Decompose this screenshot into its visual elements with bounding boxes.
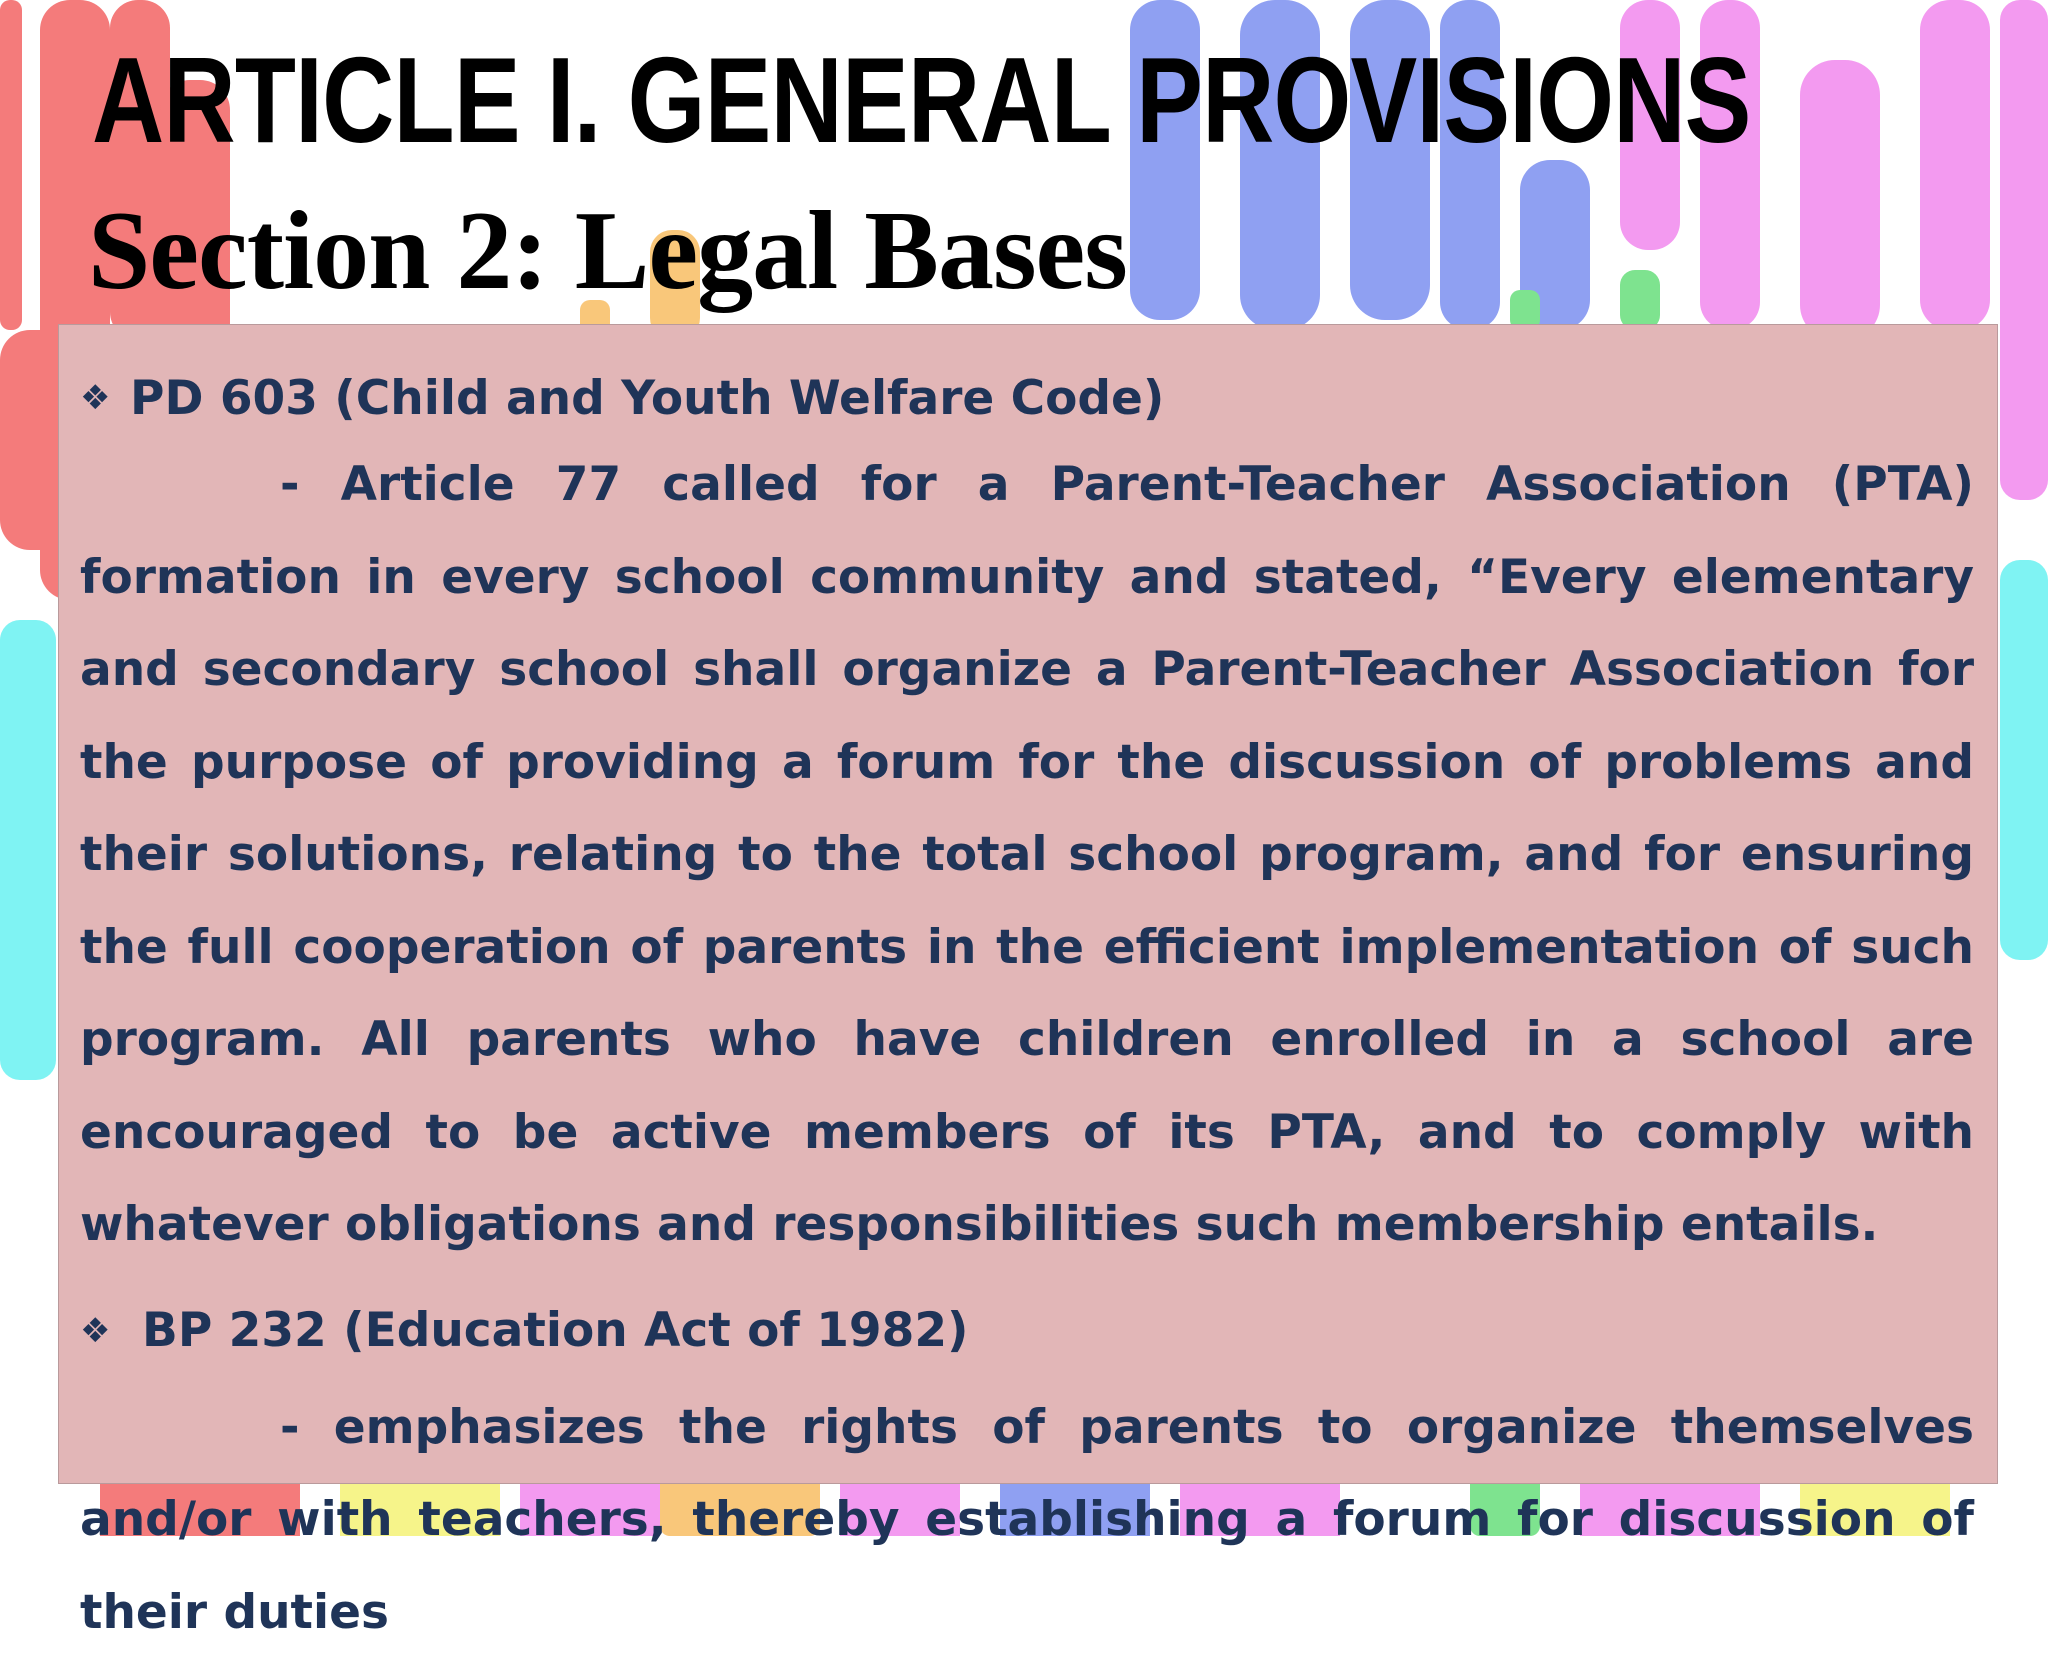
item-heading: PD 603 (Child and Youth Welfare Code) xyxy=(130,371,1164,426)
slide-subtitle: Section 2: Legal Bases xyxy=(88,186,1127,316)
item-body: - Article 77 called for a Parent-Teacher Association (PTA) formation in every school community and stated, “Every elementary and secondary school shall organize a Parent-Teacher Association for the purpose of providing a forum for the discussion of problems and their solutions, relating to the total school program, and for ensuring the full cooperation of parents in the efficient implementation of such program. All parents who have children enrolled in a school are encouraged to be active members of its PTA, and to comply with whatever obligations and responsibilities such membership entails. xyxy=(80,439,1974,1272)
diamond-bullet-icon: ❖ xyxy=(80,1311,130,1351)
slide-title: ARTICLE I. GENERAL PROVISIONS xyxy=(92,30,1751,170)
list-item xyxy=(80,1290,1974,1372)
diamond-bullet-icon: ❖ xyxy=(80,378,130,418)
list-item xyxy=(80,357,1974,439)
legal-bases-list xyxy=(80,357,1974,1659)
item-body: - emphasizes the rights of parents to organize themselves and/or with teachers, thereby establishing a forum for discussion of their duties xyxy=(80,1382,1974,1659)
item-heading: BP 232 (Education Act of 1982) xyxy=(142,1303,969,1358)
